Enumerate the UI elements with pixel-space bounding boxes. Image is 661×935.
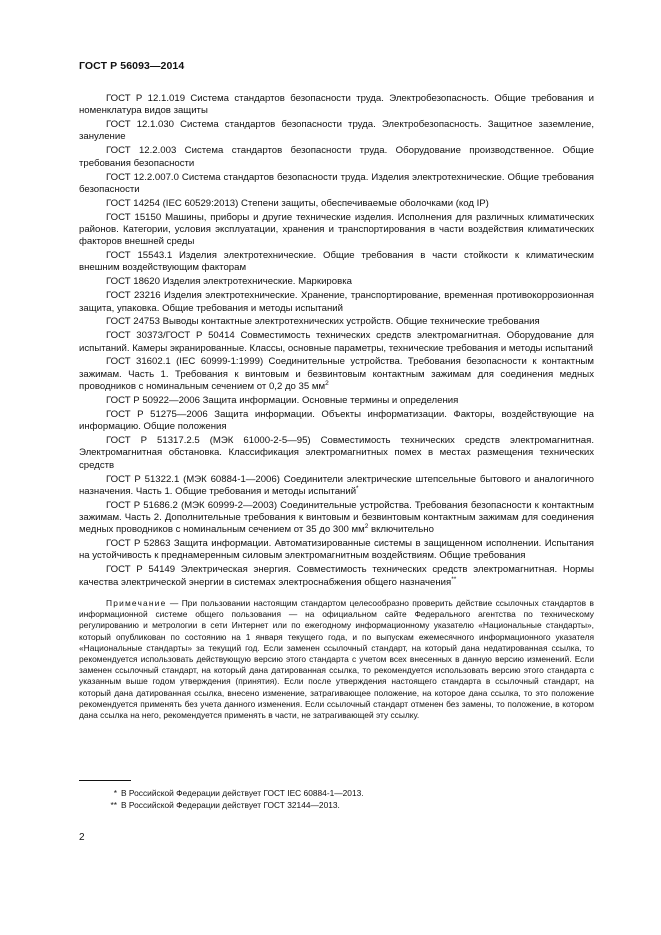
reference-item: ГОСТ Р 52863 Защита информации. Автоматизированные системы в защищенном исполнении. Испытания на устойчивость к преднамеренным силовым электромагнитным воздействиям. Общие требования xyxy=(79,538,594,562)
superscript: 2 xyxy=(325,379,329,387)
footnote-text: В Российской Федерации действует ГОСТ 32144—2013. xyxy=(121,800,340,811)
page-number: 2 xyxy=(79,832,85,843)
footnote-mark: ** xyxy=(110,800,117,811)
note-text: — При пользовании настоящим стандартом целесообразно проверить действие ссылочных стандартов в информационной системе общего пользования — на официальном сайте Федерального агентства по техническому регулированию и метрологии в сети Интернет или по ежегодному информационному указателю «Национальные стандарты», который опубликован по состоянию на 1 января текущего года, и по выпускам ежемесячного информационного указателя «Национальные стандарты» за текущий год. Если заменен ссылочный стандарт, на который дана недатированная ссылка, то рекомендуется использовать действующую версию этого стандарта с учетом всех внесенных в данную версию изменений. Если заменен ссылочный стандарт, на который дана датированная ссылка, то рекомендуется использовать версию этого стандарта с указанным выше годом утверждения (принятия). Если после утверждения настоящего стандарта в ссылочный стандарт, на который дана датированная ссылка, внесено изменение, затрагивающее положение, на которое дана ссылка, то это положение рекомендуется применять без учета данного изменения. Если ссылочный стандарт отменен без замены, то положение, в котором дана ссылка на него, рекомендуется применять в части, не затрагивающей эту ссылку. xyxy=(79,597,594,720)
reference-item: ГОСТ 12.2.007.0 Система стандартов безопасности труда. Изделия электротехнические. Общие требования безопасности xyxy=(79,171,594,195)
reference-item: ГОСТ Р 51686.2 (МЭК 60999-2—2003) Соединительные устройства. Требования безопасности к контактным зажимам. Часть 2. Дополнительные требования к винтовым и безвинтовым контактным зажимам для соединения медных проводников с номинальным сечением от 35 до 300 $мм^2$ включительно xyxy=(79,499,594,536)
footnote-item xyxy=(79,787,594,799)
reference-item: ГОСТ Р 51317.2.5 (МЭК 61000-2-5—95) Совместимость технических средств электромагнитная. Электромагнитная обстановка. Классификация электромагнитных помех в местах размещения технических средств xyxy=(79,435,594,471)
footnotes xyxy=(79,787,594,812)
reference-item: ГОСТ Р 50922—2006 Защита информации. Основные термины и определения xyxy=(106,394,459,406)
reference-item: ГОСТ 24753 Выводы контактные электротехнических устройств. Общие технические требования xyxy=(106,316,540,328)
normative-references xyxy=(79,93,594,730)
footnote-text: В Российской Федерации действует ГОСТ IEC 60884-1—2013. xyxy=(121,788,364,798)
note-paragraph xyxy=(79,598,594,721)
footnote-item xyxy=(79,799,594,811)
reference-item: ГОСТ Р 51275—2006 Защита информации. Объекты информатизации. Факторы, воздействующие на информацию. Общие положения xyxy=(79,408,594,433)
footnote-mark: * xyxy=(113,788,117,798)
footnote-ref: ** xyxy=(451,575,457,583)
footnote-ref: * xyxy=(356,484,359,492)
reference-item: ГОСТ 30373/ГОСТ Р 50414 Совместимость технических средств электромагнитная. Оборудование для испытаний. Камеры экранированные. Классы, основные параметры, технические требования и методы испытаний xyxy=(79,330,594,354)
reference-item: ГОСТ Р 54149 Электрическая энергия. Совместимость технических средств электромагнитная. Нормы качества электрической энергии в системах электроснабжения общего назначения** xyxy=(79,564,594,588)
reference-item: ГОСТ 23216 Изделия электротехнические. Хранение, транспортирование, временная противокоррозионная защита, упаковка. Общие требования и методы испытаний xyxy=(79,290,594,314)
reference-item: ГОСТ 15543.1 Изделия электротехнические. Общие требования в части стойкости к климатическим внешним воздействующим факторам xyxy=(79,250,594,274)
reference-item: ГОСТ 18620 Изделия электротехнические. Маркировка xyxy=(106,276,352,288)
reference-item: ГОСТ 31602.1 (IEC 60999-1:1999) Соединительные устройства. Требования безопасности к контактным зажимам. Часть 1. Требования к винтовым и безвинтовым контактным зажимам для соединения медных проводников с номинальным сечением от 0,2 до 35 $мм^2$ xyxy=(79,356,594,393)
note-label: Примечание xyxy=(106,597,167,608)
reference-item: ГОСТ Р 12.1.019 Система стандартов безопасности труда. Электробезопасность. Общие требования и номенклатура видов защиты xyxy=(79,93,594,117)
reference-item: ГОСТ Р 51322.1 (МЭК 60884-1—2006) Соединители электрические штепсельные бытового и аналогичного назначения. Часть 1. Общие требования и методы испытаний* xyxy=(79,473,594,497)
document-header: ГОСТ Р 56093—2014 xyxy=(79,60,185,72)
reference-item: ГОСТ 12.1.030 Система стандартов безопасности труда. Электробезопасность. Защитное заземление, зануление xyxy=(79,119,594,143)
reference-item: ГОСТ 12.2.003 Система стандартов безопасности труда. Оборудование производственное. Общие требования безопасности xyxy=(79,145,594,169)
footnote-divider xyxy=(79,780,131,781)
superscript: 2 xyxy=(364,523,369,531)
reference-item: ГОСТ 14254 (IEC 60529:2013) Степени защиты, обеспечиваемые оболочками (код IP) xyxy=(106,197,489,209)
reference-item: ГОСТ 15150 Машины, приборы и другие технические изделия. Исполнения для различных климатических районов. Категории, условия эксплуатации, хранения и транспортирования в части воздействия климатических факторов внешней среды xyxy=(79,211,594,248)
